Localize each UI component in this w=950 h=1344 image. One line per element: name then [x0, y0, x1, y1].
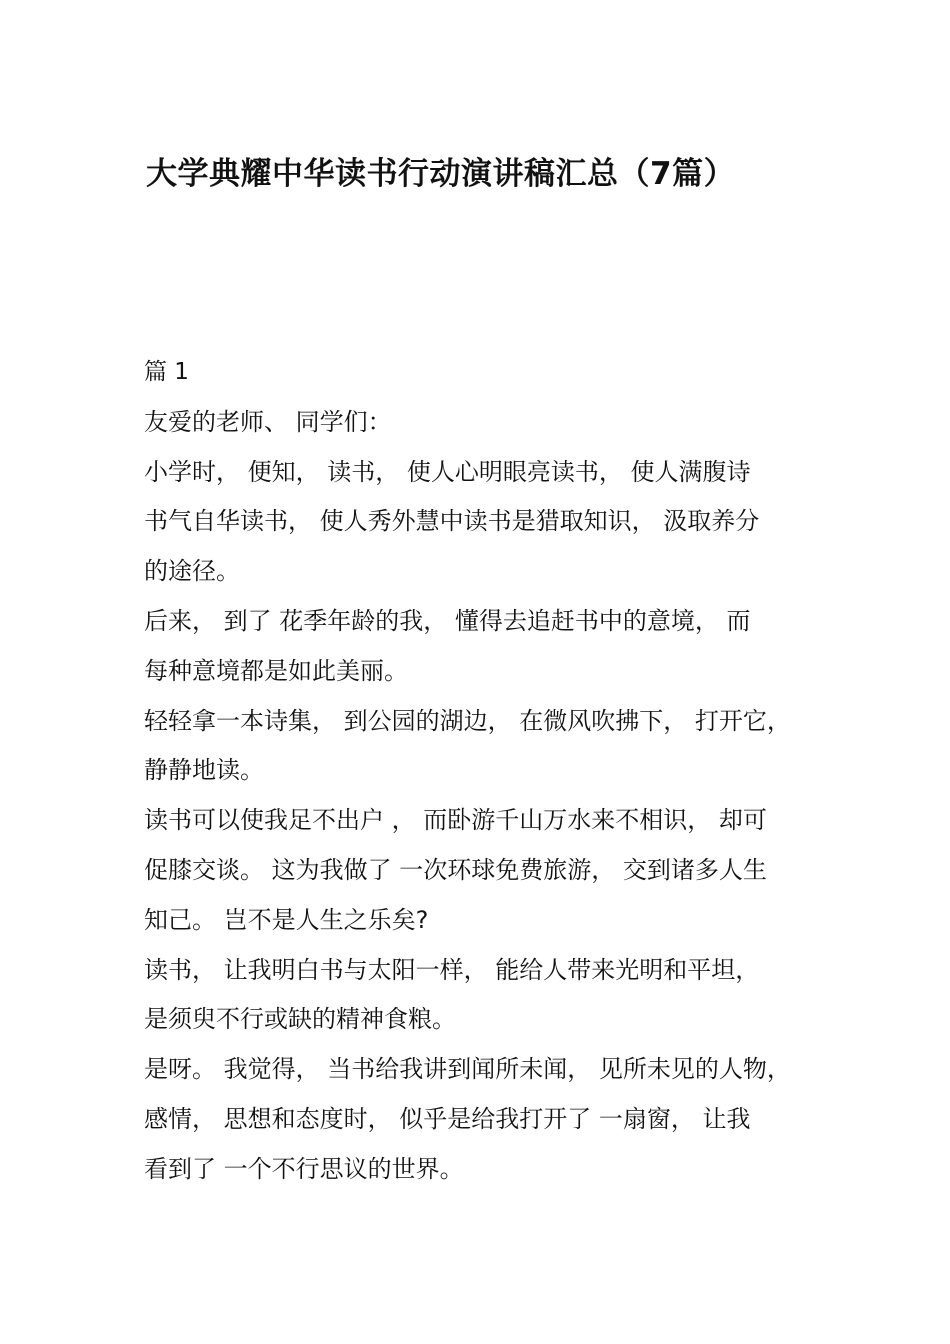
paragraph-line: 小学时， 便知， 读书， 使人心明眼亮读书， 使人满腹诗 — [144, 457, 751, 486]
paragraph-line: 是须臾不行或缺的精神食粮。 — [144, 1005, 456, 1034]
paragraph-line: 的途径。 — [144, 557, 240, 586]
section-label: 篇 1 — [144, 359, 189, 385]
paragraph-line: 友爱的老师、 同学们： — [144, 407, 392, 436]
paragraph-line: 书气自华读书， 使人秀外慧中读书是猎取知识， 汲取养分 — [144, 507, 760, 536]
paragraph-line: 静静地读。 — [144, 756, 264, 785]
paragraph-line: 感情， 思想和态度时， 似乎是给我打开了 一扇窗， 让我 — [144, 1104, 751, 1133]
paragraph-line: 看到了 一个不行思议的世界。 — [144, 1154, 464, 1183]
document-body — [144, 348, 844, 1195]
paragraph-line: 每种意境都是如此美丽。 — [144, 656, 408, 685]
paragraph-line: 读书可以使我足不出户 ， 而卧游千山万水来不相识， 却可 — [144, 806, 767, 835]
paragraph-line: 促膝交谈。 这为我做了 一次环球免费旅游， 交到诸多人生 — [144, 855, 767, 884]
paragraph-line: 轻轻拿一本诗集， 到公园的湖边， 在微风吹拂下， 打开它， — [144, 706, 791, 735]
document-title: 大学典耀中华读书行动演讲稿汇总（7篇） — [146, 156, 736, 192]
paragraph-line: 后来， 到了 花季年龄的我， 懂得去追赶书中的意境， 而 — [144, 606, 751, 635]
paragraph-line: 是呀。 我觉得， 当书给我讲到闻所未闻， 见所未见的人物， — [144, 1055, 791, 1084]
paragraph-line: 读书， 让我明白书与太阳一样， 能给人带来光明和平坦， — [144, 955, 760, 984]
paragraph-line: 知己。 岂不是人生之乐矣? — [144, 905, 429, 934]
